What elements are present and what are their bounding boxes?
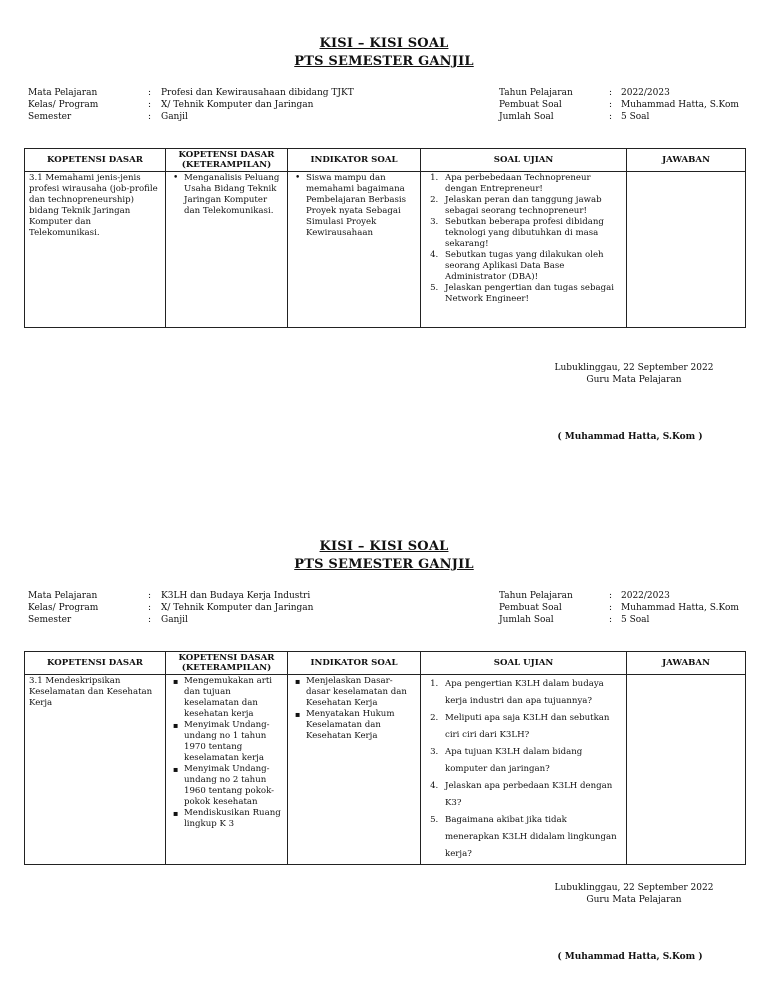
meta-colon: : — [609, 112, 613, 122]
cell-indikator — [288, 675, 421, 865]
right-meta — [499, 590, 749, 626]
question-item: 1. Apa perbebedaan Technopreneur dengan Entrepreneur! — [441, 173, 622, 195]
question-item: 5. Bagaimana akibat jika tidak menerapkan K3LH didalam lingkungan kerja? — [441, 812, 622, 863]
table-row — [25, 675, 746, 865]
meta-label: Mata Pelajaran — [28, 88, 98, 98]
header-jawaban: JAWABAN — [627, 149, 746, 172]
meta-label: Kelas/ Program — [28, 100, 99, 110]
cell-keterampilan — [166, 675, 288, 865]
meta-value: 2022/2023 — [621, 591, 670, 601]
meta-colon: : — [609, 591, 613, 601]
signer-name: ( Muhammad Hatta, S.Kom ) — [557, 432, 703, 442]
header-soal: SOAL UJIAN — [421, 149, 627, 172]
meta-label: Semester — [28, 615, 72, 625]
meta-label: Semester — [28, 112, 72, 122]
meta-row-kelas — [28, 602, 488, 614]
header-kd: KOPETENSI DASAR — [25, 652, 166, 675]
meta-label: Jumlah Soal — [499, 615, 554, 625]
meta-row-semester — [28, 111, 488, 123]
question-item: 5. Jelaskan pengertian dan tugas sebagai Network Engineer! — [441, 283, 622, 305]
signer-name: ( Muhammad Hatta, S.Kom ) — [557, 952, 703, 962]
meta-value: 5 Soal — [621, 615, 650, 625]
meta-row-tahun — [499, 87, 749, 99]
document-title: KISI – KISI SOAL — [319, 36, 449, 51]
meta-row-semester — [28, 614, 488, 626]
table-header-row — [25, 652, 746, 675]
meta-row-tahun — [499, 590, 749, 602]
cell-soal — [421, 172, 627, 328]
meta-value: Muhammad Hatta, S.Kom — [621, 603, 739, 613]
cell-kd: 3.1 Mendeskripsikan Keselamatan dan Kesehatan Kerja — [25, 675, 166, 865]
cell-jawaban — [627, 172, 746, 328]
meta-colon: : — [148, 88, 152, 98]
list-item: ▪ Menjelaskan Dasar-dasar keselamatan dan Kesehatan Kerja — [306, 676, 416, 709]
header-jawaban: JAWABAN — [627, 652, 746, 675]
meta-row-pembuat — [499, 99, 749, 111]
left-meta — [28, 590, 488, 626]
question-item: 4. Sebutkan tugas yang dilakukan oleh seorang Aplikasi Data Base Administrator (DBA)! — [441, 250, 622, 283]
place-date: Lubuklinggau, 22 September 2022 — [554, 883, 714, 893]
question-item: 3. Apa tujuan K3LH dalam bidang komputer dan jaringan? — [441, 744, 622, 778]
question-item: 1. Apa pengertian K3LH dalam budaya kerja industri dan apa tujuannya? — [441, 676, 622, 710]
cell-kd: 3.1 Memahami jenis-jenis profesi wirausaha (job-profile dan technopreneurship) bidang Teknik Jaringan Komputer dan Telekomunikasi. — [25, 172, 166, 328]
table-header-row — [25, 149, 746, 172]
meta-colon: : — [609, 603, 613, 613]
signature-block — [514, 362, 754, 386]
document-subtitle: PTS SEMESTER GANJIL — [294, 557, 474, 572]
header-soal: SOAL UJIAN — [421, 652, 627, 675]
list-item: ▪ Menyatakan Hukum Keselamatan dan Kesehatan Kerja — [306, 709, 416, 742]
meta-label: Tahun Pelajaran — [499, 88, 573, 98]
meta-colon: : — [609, 100, 613, 110]
meta-label: Mata Pelajaran — [28, 591, 98, 601]
question-item: 2. Meliputi apa saja K3LH dan sebutkan ciri ciri dari K3LH? — [441, 710, 622, 744]
meta-colon: : — [148, 112, 152, 122]
header-indikator: INDIKATOR SOAL — [288, 149, 421, 172]
meta-colon: : — [148, 591, 152, 601]
list-item: ▪ Mendiskusikan Ruang lingkup K 3 — [184, 808, 283, 830]
meta-value: X/ Tehnik Komputer dan Jaringan — [161, 603, 314, 613]
meta-colon: : — [148, 615, 152, 625]
meta-label: Pembuat Soal — [499, 603, 562, 613]
meta-colon: : — [148, 100, 152, 110]
list-item: ▪ Menyimak Undang-undang no 1 tahun 1970 tentang keselamatan kerja — [184, 720, 283, 764]
kisi-table — [24, 148, 746, 328]
document-subtitle: PTS SEMESTER GANJIL — [294, 54, 474, 69]
table-row — [25, 172, 746, 328]
cell-keterampilan — [166, 172, 288, 328]
signature-block — [514, 882, 754, 906]
list-item: ▪ Mengemukakan arti dan tujuan keselamatan dan kesehatan kerja — [184, 676, 283, 720]
meta-row-pembuat — [499, 602, 749, 614]
left-meta — [28, 87, 488, 123]
meta-row-kelas — [28, 99, 488, 111]
kisi-table — [24, 651, 746, 865]
meta-value: 2022/2023 — [621, 88, 670, 98]
question-item: 4. Jelaskan apa perbedaan K3LH dengan K3? — [441, 778, 622, 812]
question-item: 3. Sebutkan beberapa profesi dibidang teknologi yang dibutuhkan di masa sekarang! — [441, 217, 622, 250]
meta-value: Muhammad Hatta, S.Kom — [621, 100, 739, 110]
meta-label: Pembuat Soal — [499, 100, 562, 110]
meta-value: 5 Soal — [621, 112, 650, 122]
meta-label: Jumlah Soal — [499, 112, 554, 122]
right-meta — [499, 87, 749, 123]
signer-role: Guru Mata Pelajaran — [586, 895, 682, 905]
meta-colon: : — [609, 615, 613, 625]
meta-row-jumlah — [499, 111, 749, 123]
cell-jawaban — [627, 675, 746, 865]
list-item: • Menganalisis Peluang Usaha Bidang Teknik Jaringan Komputer dan Telekomunikasi. — [184, 173, 283, 217]
header-kd: KOPETENSI DASAR — [25, 149, 166, 172]
meta-value: Ganjil — [161, 615, 188, 625]
meta-value: K3LH dan Budaya Kerja Industri — [161, 591, 311, 601]
header-keterampilan: KOPETENSI DASAR (KETERAMPILAN) — [166, 149, 288, 172]
meta-label: Kelas/ Program — [28, 603, 99, 613]
place-date: Lubuklinggau, 22 September 2022 — [554, 363, 714, 373]
header-keterampilan: KOPETENSI DASAR (KETERAMPILAN) — [166, 652, 288, 675]
meta-value: Profesi dan Kewirausahaan dibidang TJKT — [161, 88, 354, 98]
header-indikator: INDIKATOR SOAL — [288, 652, 421, 675]
meta-row-mata-pelajaran — [28, 87, 488, 99]
list-item: ▪ Menyimak Undang-undang no 2 tahun 1960 tentang pokok-pokok kesehatan — [184, 764, 283, 808]
meta-value: Ganjil — [161, 112, 188, 122]
meta-row-mata-pelajaran — [28, 590, 488, 602]
meta-value: X/ Tehnik Komputer dan Jaringan — [161, 100, 314, 110]
meta-row-jumlah — [499, 614, 749, 626]
signer-role: Guru Mata Pelajaran — [586, 375, 682, 385]
document-title: KISI – KISI SOAL — [319, 539, 449, 554]
meta-colon: : — [609, 88, 613, 98]
meta-colon: : — [148, 603, 152, 613]
cell-soal — [421, 675, 627, 865]
meta-label: Tahun Pelajaran — [499, 591, 573, 601]
list-item: • Siswa mampu dan memahami bagaimana Pembelajaran Berbasis Proyek nyata Sebagai Simulasi Proyek Kewirausahaan — [306, 173, 416, 239]
cell-indikator — [288, 172, 421, 328]
question-item: 2. Jelaskan peran dan tanggung jawab sebagai seorang technopreneur! — [441, 195, 622, 217]
